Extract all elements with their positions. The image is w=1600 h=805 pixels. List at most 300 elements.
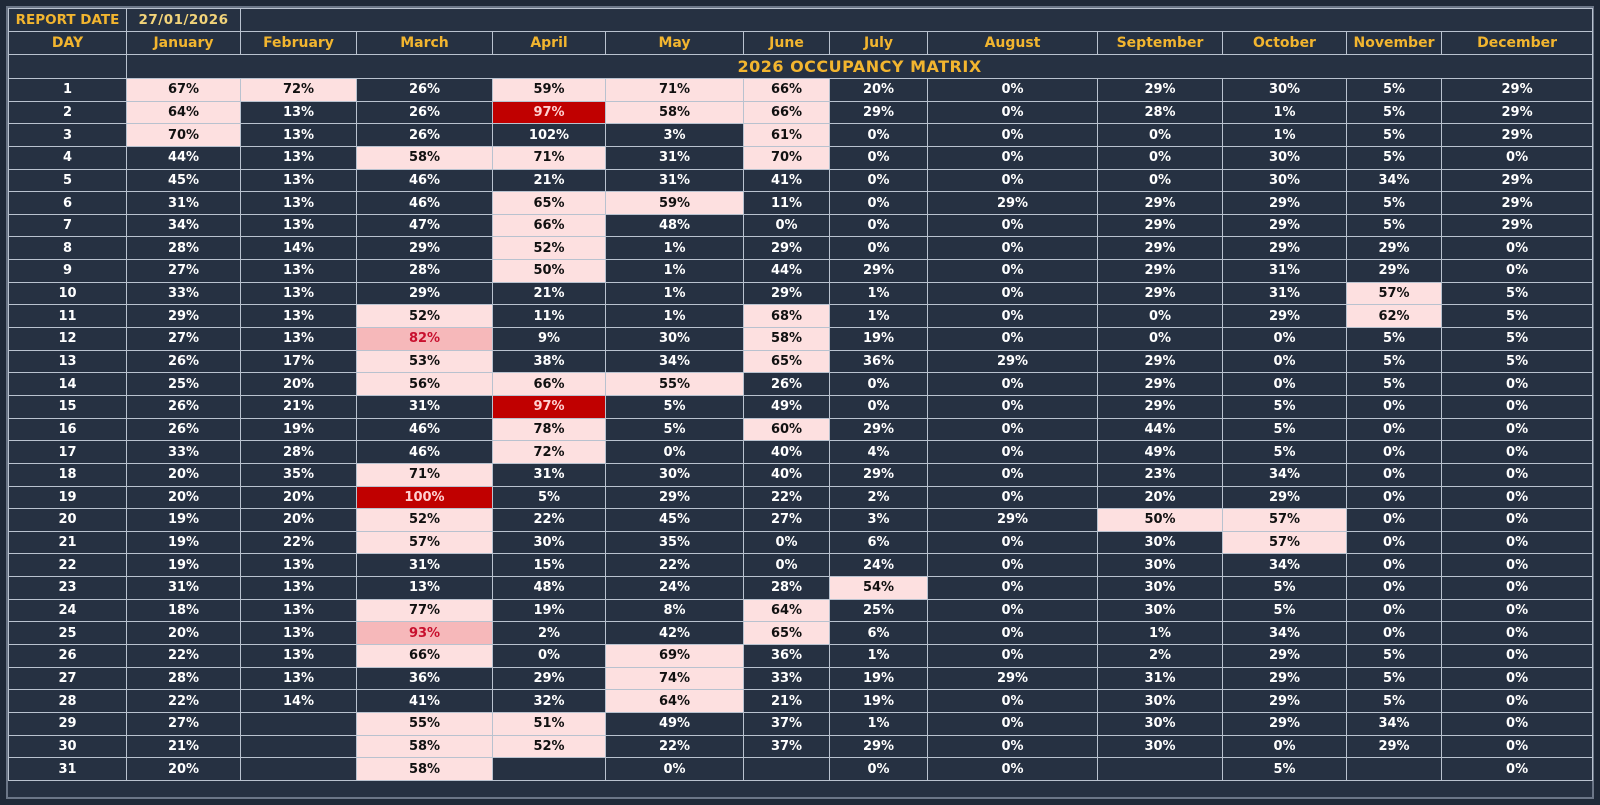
occupancy-cell[interactable]: 13%	[241, 622, 357, 645]
occupancy-cell[interactable]: 68%	[744, 305, 830, 328]
occupancy-cell[interactable]: 71%	[606, 79, 744, 102]
occupancy-cell[interactable]: 46%	[357, 192, 493, 215]
occupancy-cell[interactable]: 5%	[1223, 577, 1347, 600]
occupancy-cell[interactable]: 0%	[928, 645, 1098, 668]
occupancy-cell[interactable]: 0%	[928, 237, 1098, 260]
occupancy-cell[interactable]	[241, 735, 357, 758]
occupancy-cell[interactable]: 31%	[1098, 667, 1223, 690]
occupancy-cell[interactable]: 0%	[928, 441, 1098, 464]
occupancy-cell[interactable]: 0%	[1098, 305, 1223, 328]
occupancy-cell[interactable]: 1%	[1223, 124, 1347, 147]
occupancy-cell[interactable]: 0%	[493, 645, 606, 668]
occupancy-cell[interactable]: 29%	[1098, 237, 1223, 260]
occupancy-cell[interactable]: 28%	[744, 577, 830, 600]
occupancy-cell[interactable]: 13%	[357, 577, 493, 600]
occupancy-cell[interactable]: 71%	[493, 146, 606, 169]
occupancy-cell[interactable]: 5%	[1347, 192, 1442, 215]
occupancy-cell[interactable]: 29%	[1347, 735, 1442, 758]
occupancy-cell[interactable]: 0%	[928, 622, 1098, 645]
occupancy-cell[interactable]: 31%	[127, 192, 241, 215]
occupancy-cell[interactable]: 22%	[241, 531, 357, 554]
occupancy-cell[interactable]: 53%	[357, 350, 493, 373]
occupancy-cell[interactable]: 13%	[241, 124, 357, 147]
occupancy-cell[interactable]: 0%	[1347, 509, 1442, 532]
occupancy-cell[interactable]: 100%	[357, 486, 493, 509]
occupancy-cell[interactable]: 78%	[493, 418, 606, 441]
occupancy-cell[interactable]: 29%	[928, 192, 1098, 215]
occupancy-cell[interactable]: 0%	[1442, 260, 1593, 283]
occupancy-cell[interactable]: 40%	[744, 441, 830, 464]
occupancy-cell[interactable]: 19%	[127, 531, 241, 554]
occupancy-cell[interactable]: 25%	[127, 373, 241, 396]
occupancy-cell[interactable]: 40%	[744, 463, 830, 486]
occupancy-cell[interactable]: 1%	[606, 305, 744, 328]
occupancy-cell[interactable]: 5%	[1347, 645, 1442, 668]
occupancy-cell[interactable]: 66%	[744, 79, 830, 102]
occupancy-cell[interactable]: 5%	[1442, 282, 1593, 305]
report-date-value[interactable]: 27/01/2026	[127, 9, 241, 32]
occupancy-cell[interactable]: 0%	[1442, 554, 1593, 577]
occupancy-cell[interactable]: 29%	[1223, 667, 1347, 690]
occupancy-cell[interactable]: 0%	[744, 531, 830, 554]
occupancy-cell[interactable]: 54%	[830, 577, 928, 600]
occupancy-cell[interactable]: 29%	[1098, 214, 1223, 237]
occupancy-cell[interactable]: 0%	[1442, 463, 1593, 486]
occupancy-cell[interactable]: 0%	[1442, 237, 1593, 260]
occupancy-cell[interactable]: 66%	[744, 101, 830, 124]
occupancy-cell[interactable]: 22%	[127, 645, 241, 668]
occupancy-cell[interactable]: 26%	[357, 101, 493, 124]
occupancy-cell[interactable]: 48%	[606, 214, 744, 237]
occupancy-cell[interactable]: 45%	[127, 169, 241, 192]
occupancy-cell[interactable]: 29%	[830, 735, 928, 758]
occupancy-cell[interactable]: 31%	[606, 169, 744, 192]
occupancy-cell[interactable]: 36%	[357, 667, 493, 690]
occupancy-cell[interactable]: 0%	[1442, 690, 1593, 713]
occupancy-cell[interactable]	[241, 712, 357, 735]
occupancy-cell[interactable]: 0%	[830, 192, 928, 215]
occupancy-cell[interactable]: 17%	[241, 350, 357, 373]
occupancy-cell[interactable]: 0%	[1347, 441, 1442, 464]
occupancy-cell[interactable]: 13%	[241, 305, 357, 328]
occupancy-cell[interactable]: 0%	[928, 373, 1098, 396]
occupancy-cell[interactable]: 23%	[1098, 463, 1223, 486]
occupancy-cell[interactable]: 29%	[830, 418, 928, 441]
occupancy-cell[interactable]: 0%	[830, 124, 928, 147]
occupancy-cell[interactable]: 0%	[1442, 531, 1593, 554]
occupancy-cell[interactable]: 0%	[928, 599, 1098, 622]
occupancy-cell[interactable]: 70%	[744, 146, 830, 169]
occupancy-cell[interactable]: 0%	[1347, 463, 1442, 486]
occupancy-cell[interactable]: 13%	[241, 577, 357, 600]
occupancy-cell[interactable]: 29%	[1223, 712, 1347, 735]
occupancy-cell[interactable]: 6%	[830, 531, 928, 554]
occupancy-cell[interactable]: 5%	[606, 395, 744, 418]
occupancy-cell[interactable]: 50%	[1098, 509, 1223, 532]
occupancy-cell[interactable]: 22%	[493, 509, 606, 532]
occupancy-cell[interactable]: 0%	[1098, 146, 1223, 169]
occupancy-cell[interactable]: 0%	[1347, 599, 1442, 622]
occupancy-cell[interactable]: 2%	[830, 486, 928, 509]
occupancy-cell[interactable]: 22%	[744, 486, 830, 509]
occupancy-cell[interactable]: 0%	[830, 237, 928, 260]
occupancy-cell[interactable]: 29%	[744, 282, 830, 305]
occupancy-cell[interactable]: 20%	[127, 758, 241, 781]
occupancy-cell[interactable]: 46%	[357, 418, 493, 441]
occupancy-cell[interactable]: 0%	[1442, 373, 1593, 396]
occupancy-cell[interactable]: 14%	[241, 237, 357, 260]
occupancy-cell[interactable]: 28%	[127, 237, 241, 260]
occupancy-cell[interactable]: 29%	[127, 305, 241, 328]
occupancy-cell[interactable]: 0%	[830, 395, 928, 418]
occupancy-cell[interactable]: 31%	[127, 577, 241, 600]
occupancy-cell[interactable]: 0%	[1442, 146, 1593, 169]
occupancy-cell[interactable]: 33%	[744, 667, 830, 690]
occupancy-cell[interactable]: 0%	[928, 554, 1098, 577]
occupancy-cell[interactable]	[1347, 758, 1442, 781]
occupancy-cell[interactable]	[241, 758, 357, 781]
occupancy-cell[interactable]: 0%	[928, 260, 1098, 283]
occupancy-cell[interactable]: 0%	[928, 169, 1098, 192]
occupancy-cell[interactable]: 52%	[493, 237, 606, 260]
occupancy-cell[interactable]: 0%	[1442, 712, 1593, 735]
occupancy-cell[interactable]	[1098, 758, 1223, 781]
occupancy-cell[interactable]: 59%	[606, 192, 744, 215]
occupancy-cell[interactable]: 0%	[928, 214, 1098, 237]
occupancy-cell[interactable]: 44%	[1098, 418, 1223, 441]
occupancy-cell[interactable]: 64%	[744, 599, 830, 622]
occupancy-cell[interactable]: 5%	[1347, 214, 1442, 237]
occupancy-cell[interactable]: 21%	[241, 395, 357, 418]
occupancy-cell[interactable]: 24%	[830, 554, 928, 577]
occupancy-cell[interactable]: 1%	[606, 282, 744, 305]
occupancy-cell[interactable]: 21%	[127, 735, 241, 758]
occupancy-cell[interactable]: 29%	[1098, 192, 1223, 215]
occupancy-cell[interactable]: 26%	[127, 418, 241, 441]
occupancy-cell[interactable]: 0%	[1442, 622, 1593, 645]
occupancy-cell[interactable]: 93%	[357, 622, 493, 645]
occupancy-cell[interactable]: 33%	[127, 441, 241, 464]
occupancy-cell[interactable]: 0%	[1442, 418, 1593, 441]
occupancy-cell[interactable]: 57%	[1223, 509, 1347, 532]
occupancy-cell[interactable]: 13%	[241, 554, 357, 577]
occupancy-cell[interactable]: 29%	[1442, 101, 1593, 124]
occupancy-cell[interactable]: 0%	[1442, 395, 1593, 418]
occupancy-cell[interactable]: 0%	[928, 531, 1098, 554]
occupancy-cell[interactable]: 0%	[928, 577, 1098, 600]
occupancy-cell[interactable]: 0%	[1223, 328, 1347, 351]
occupancy-cell[interactable]: 0%	[1223, 350, 1347, 373]
occupancy-cell[interactable]: 28%	[357, 260, 493, 283]
occupancy-cell[interactable]: 67%	[127, 79, 241, 102]
occupancy-cell[interactable]: 41%	[744, 169, 830, 192]
occupancy-cell[interactable]: 1%	[830, 712, 928, 735]
occupancy-cell[interactable]: 31%	[493, 463, 606, 486]
occupancy-cell[interactable]: 0%	[1442, 645, 1593, 668]
occupancy-cell[interactable]: 5%	[1347, 79, 1442, 102]
occupancy-cell[interactable]: 13%	[241, 169, 357, 192]
occupancy-cell[interactable]: 5%	[606, 418, 744, 441]
occupancy-cell[interactable]: 20%	[127, 622, 241, 645]
occupancy-cell[interactable]: 30%	[1098, 712, 1223, 735]
occupancy-cell[interactable]: 1%	[606, 260, 744, 283]
occupancy-cell[interactable]: 44%	[744, 260, 830, 283]
occupancy-cell[interactable]: 29%	[928, 350, 1098, 373]
occupancy-cell[interactable]: 22%	[127, 690, 241, 713]
occupancy-cell[interactable]: 5%	[1223, 395, 1347, 418]
occupancy-cell[interactable]: 3%	[830, 509, 928, 532]
occupancy-cell[interactable]: 13%	[241, 146, 357, 169]
occupancy-cell[interactable]: 29%	[830, 260, 928, 283]
occupancy-cell[interactable]: 29%	[1223, 192, 1347, 215]
occupancy-cell[interactable]: 58%	[357, 758, 493, 781]
occupancy-cell[interactable]: 5%	[1223, 418, 1347, 441]
occupancy-cell[interactable]: 0%	[928, 395, 1098, 418]
occupancy-cell[interactable]: 0%	[928, 735, 1098, 758]
occupancy-cell[interactable]: 30%	[1098, 735, 1223, 758]
occupancy-cell[interactable]: 31%	[1223, 282, 1347, 305]
occupancy-cell[interactable]: 58%	[744, 328, 830, 351]
occupancy-cell[interactable]: 47%	[357, 214, 493, 237]
occupancy-cell[interactable]: 30%	[1098, 690, 1223, 713]
occupancy-cell[interactable]: 44%	[127, 146, 241, 169]
occupancy-cell[interactable]: 70%	[127, 124, 241, 147]
occupancy-cell[interactable]: 0%	[928, 690, 1098, 713]
occupancy-cell[interactable]: 21%	[493, 282, 606, 305]
occupancy-cell[interactable]: 20%	[127, 486, 241, 509]
occupancy-cell[interactable]: 64%	[127, 101, 241, 124]
occupancy-cell[interactable]: 60%	[744, 418, 830, 441]
occupancy-cell[interactable]: 29%	[1442, 214, 1593, 237]
occupancy-cell[interactable]: 0%	[928, 282, 1098, 305]
occupancy-cell[interactable]: 5%	[1223, 758, 1347, 781]
occupancy-cell[interactable]: 65%	[744, 622, 830, 645]
occupancy-cell[interactable]: 34%	[1223, 622, 1347, 645]
occupancy-cell[interactable]: 28%	[127, 667, 241, 690]
occupancy-cell[interactable]: 1%	[830, 645, 928, 668]
occupancy-cell[interactable]: 18%	[127, 599, 241, 622]
occupancy-cell[interactable]: 55%	[606, 373, 744, 396]
occupancy-cell[interactable]: 0%	[928, 758, 1098, 781]
occupancy-cell[interactable]: 19%	[493, 599, 606, 622]
occupancy-cell[interactable]: 13%	[241, 282, 357, 305]
occupancy-cell[interactable]: 29%	[1223, 305, 1347, 328]
occupancy-cell[interactable]: 1%	[830, 282, 928, 305]
occupancy-cell[interactable]: 0%	[830, 146, 928, 169]
occupancy-cell[interactable]: 1%	[1098, 622, 1223, 645]
occupancy-cell[interactable]: 4%	[830, 441, 928, 464]
occupancy-cell[interactable]: 74%	[606, 667, 744, 690]
occupancy-cell[interactable]: 29%	[606, 486, 744, 509]
occupancy-cell[interactable]: 0%	[1223, 735, 1347, 758]
occupancy-cell[interactable]: 22%	[606, 554, 744, 577]
occupancy-cell[interactable]: 29%	[928, 509, 1098, 532]
occupancy-cell[interactable]: 13%	[241, 328, 357, 351]
occupancy-cell[interactable]: 66%	[493, 373, 606, 396]
occupancy-cell[interactable]: 34%	[606, 350, 744, 373]
occupancy-cell[interactable]: 29%	[1347, 260, 1442, 283]
occupancy-cell[interactable]: 28%	[1098, 101, 1223, 124]
occupancy-cell[interactable]: 31%	[357, 554, 493, 577]
occupancy-cell[interactable]: 5%	[1347, 146, 1442, 169]
occupancy-cell[interactable]: 52%	[357, 305, 493, 328]
occupancy-cell[interactable]: 19%	[127, 509, 241, 532]
occupancy-cell[interactable]: 27%	[127, 712, 241, 735]
occupancy-cell[interactable]: 65%	[493, 192, 606, 215]
occupancy-cell[interactable]: 41%	[357, 690, 493, 713]
occupancy-cell[interactable]: 1%	[606, 237, 744, 260]
occupancy-cell[interactable]: 29%	[493, 667, 606, 690]
occupancy-cell[interactable]: 3%	[606, 124, 744, 147]
occupancy-cell[interactable]: 5%	[1347, 373, 1442, 396]
occupancy-cell[interactable]: 5%	[1347, 350, 1442, 373]
occupancy-cell[interactable]: 20%	[127, 463, 241, 486]
occupancy-cell[interactable]: 34%	[1347, 169, 1442, 192]
occupancy-cell[interactable]: 77%	[357, 599, 493, 622]
occupancy-cell[interactable]: 1%	[1223, 101, 1347, 124]
occupancy-cell[interactable]: 13%	[241, 101, 357, 124]
occupancy-cell[interactable]: 29%	[1442, 79, 1593, 102]
occupancy-cell[interactable]: 29%	[830, 463, 928, 486]
occupancy-cell[interactable]: 29%	[1223, 214, 1347, 237]
occupancy-cell[interactable]: 0%	[928, 124, 1098, 147]
occupancy-cell[interactable]: 22%	[606, 735, 744, 758]
occupancy-cell[interactable]: 0%	[928, 305, 1098, 328]
occupancy-cell[interactable]: 29%	[1098, 395, 1223, 418]
occupancy-cell[interactable]: 20%	[1098, 486, 1223, 509]
occupancy-cell[interactable]: 1%	[830, 305, 928, 328]
occupancy-cell[interactable]: 37%	[744, 712, 830, 735]
occupancy-cell[interactable]: 21%	[493, 169, 606, 192]
occupancy-cell[interactable]: 26%	[744, 373, 830, 396]
occupancy-cell[interactable]: 32%	[493, 690, 606, 713]
occupancy-cell[interactable]: 71%	[357, 463, 493, 486]
occupancy-cell[interactable]: 5%	[1347, 124, 1442, 147]
occupancy-cell[interactable]: 30%	[1098, 599, 1223, 622]
occupancy-cell[interactable]: 58%	[357, 735, 493, 758]
occupancy-cell[interactable]: 65%	[744, 350, 830, 373]
occupancy-cell[interactable]: 13%	[241, 192, 357, 215]
occupancy-cell[interactable]: 37%	[744, 735, 830, 758]
occupancy-cell[interactable]: 0%	[1442, 758, 1593, 781]
occupancy-cell[interactable]: 5%	[1347, 328, 1442, 351]
occupancy-cell[interactable]: 29%	[1223, 237, 1347, 260]
occupancy-cell[interactable]: 0%	[928, 79, 1098, 102]
occupancy-cell[interactable]: 0%	[1442, 509, 1593, 532]
occupancy-cell[interactable]: 0%	[830, 373, 928, 396]
occupancy-cell[interactable]: 30%	[1098, 531, 1223, 554]
occupancy-cell[interactable]: 14%	[241, 690, 357, 713]
occupancy-cell[interactable]: 29%	[928, 667, 1098, 690]
occupancy-cell[interactable]: 57%	[1347, 282, 1442, 305]
occupancy-cell[interactable]: 5%	[1223, 441, 1347, 464]
occupancy-cell[interactable]: 30%	[1223, 79, 1347, 102]
occupancy-cell[interactable]: 0%	[1347, 486, 1442, 509]
occupancy-cell[interactable]: 29%	[1347, 237, 1442, 260]
occupancy-cell[interactable]: 0%	[744, 554, 830, 577]
occupancy-cell[interactable]: 0%	[1442, 599, 1593, 622]
occupancy-cell[interactable]: 49%	[1098, 441, 1223, 464]
occupancy-cell[interactable]: 50%	[493, 260, 606, 283]
occupancy-cell[interactable]: 30%	[1223, 169, 1347, 192]
occupancy-cell[interactable]: 0%	[1442, 667, 1593, 690]
occupancy-cell[interactable]: 48%	[493, 577, 606, 600]
occupancy-cell[interactable]: 59%	[493, 79, 606, 102]
occupancy-cell[interactable]: 27%	[127, 260, 241, 283]
occupancy-cell[interactable]: 62%	[1347, 305, 1442, 328]
occupancy-cell[interactable]: 11%	[493, 305, 606, 328]
occupancy-cell[interactable]: 29%	[744, 237, 830, 260]
occupancy-cell[interactable]: 0%	[928, 328, 1098, 351]
occupancy-cell[interactable]: 42%	[606, 622, 744, 645]
occupancy-cell[interactable]: 66%	[357, 645, 493, 668]
occupancy-cell[interactable]: 26%	[357, 79, 493, 102]
occupancy-cell[interactable]: 82%	[357, 328, 493, 351]
occupancy-cell[interactable]: 0%	[1347, 418, 1442, 441]
occupancy-cell[interactable]: 30%	[1098, 577, 1223, 600]
occupancy-cell[interactable]: 29%	[357, 282, 493, 305]
occupancy-cell[interactable]: 55%	[357, 712, 493, 735]
occupancy-cell[interactable]: 5%	[493, 486, 606, 509]
occupancy-cell[interactable]: 58%	[606, 101, 744, 124]
occupancy-cell[interactable]: 0%	[830, 758, 928, 781]
occupancy-cell[interactable]: 0%	[1347, 395, 1442, 418]
occupancy-cell[interactable]: 5%	[1347, 667, 1442, 690]
occupancy-cell[interactable]: 20%	[241, 486, 357, 509]
occupancy-cell[interactable]: 0%	[928, 463, 1098, 486]
occupancy-cell[interactable]: 5%	[1442, 305, 1593, 328]
occupancy-cell[interactable]: 0%	[928, 146, 1098, 169]
occupancy-cell[interactable]: 26%	[127, 350, 241, 373]
occupancy-cell[interactable]: 31%	[606, 146, 744, 169]
occupancy-cell[interactable]: 13%	[241, 599, 357, 622]
occupancy-cell[interactable]	[493, 758, 606, 781]
occupancy-cell[interactable]: 61%	[744, 124, 830, 147]
occupancy-cell[interactable]: 19%	[830, 667, 928, 690]
occupancy-cell[interactable]: 49%	[606, 712, 744, 735]
occupancy-cell[interactable]: 13%	[241, 667, 357, 690]
occupancy-cell[interactable]: 0%	[1347, 622, 1442, 645]
occupancy-cell[interactable]: 34%	[1223, 554, 1347, 577]
occupancy-cell[interactable]: 52%	[357, 509, 493, 532]
occupancy-cell[interactable]: 20%	[241, 509, 357, 532]
occupancy-cell[interactable]: 5%	[1347, 690, 1442, 713]
occupancy-cell[interactable]: 31%	[1223, 260, 1347, 283]
occupancy-cell[interactable]: 33%	[127, 282, 241, 305]
occupancy-cell[interactable]: 38%	[493, 350, 606, 373]
occupancy-cell[interactable]: 57%	[357, 531, 493, 554]
occupancy-cell[interactable]: 31%	[357, 395, 493, 418]
occupancy-cell[interactable]: 49%	[744, 395, 830, 418]
occupancy-cell[interactable]: 21%	[744, 690, 830, 713]
occupancy-cell[interactable]: 34%	[1223, 463, 1347, 486]
occupancy-cell[interactable]: 13%	[241, 260, 357, 283]
occupancy-cell[interactable]: 46%	[357, 169, 493, 192]
occupancy-cell[interactable]: 0%	[606, 758, 744, 781]
occupancy-cell[interactable]: 46%	[357, 441, 493, 464]
occupancy-cell[interactable]: 29%	[357, 237, 493, 260]
occupancy-cell[interactable]: 64%	[606, 690, 744, 713]
occupancy-cell[interactable]: 0%	[606, 441, 744, 464]
occupancy-cell[interactable]: 29%	[1098, 373, 1223, 396]
occupancy-cell[interactable]: 15%	[493, 554, 606, 577]
occupancy-cell[interactable]: 0%	[830, 169, 928, 192]
occupancy-cell[interactable]: 19%	[127, 554, 241, 577]
occupancy-cell[interactable]	[744, 758, 830, 781]
occupancy-cell[interactable]: 97%	[493, 101, 606, 124]
occupancy-cell[interactable]: 56%	[357, 373, 493, 396]
occupancy-cell[interactable]: 26%	[127, 395, 241, 418]
